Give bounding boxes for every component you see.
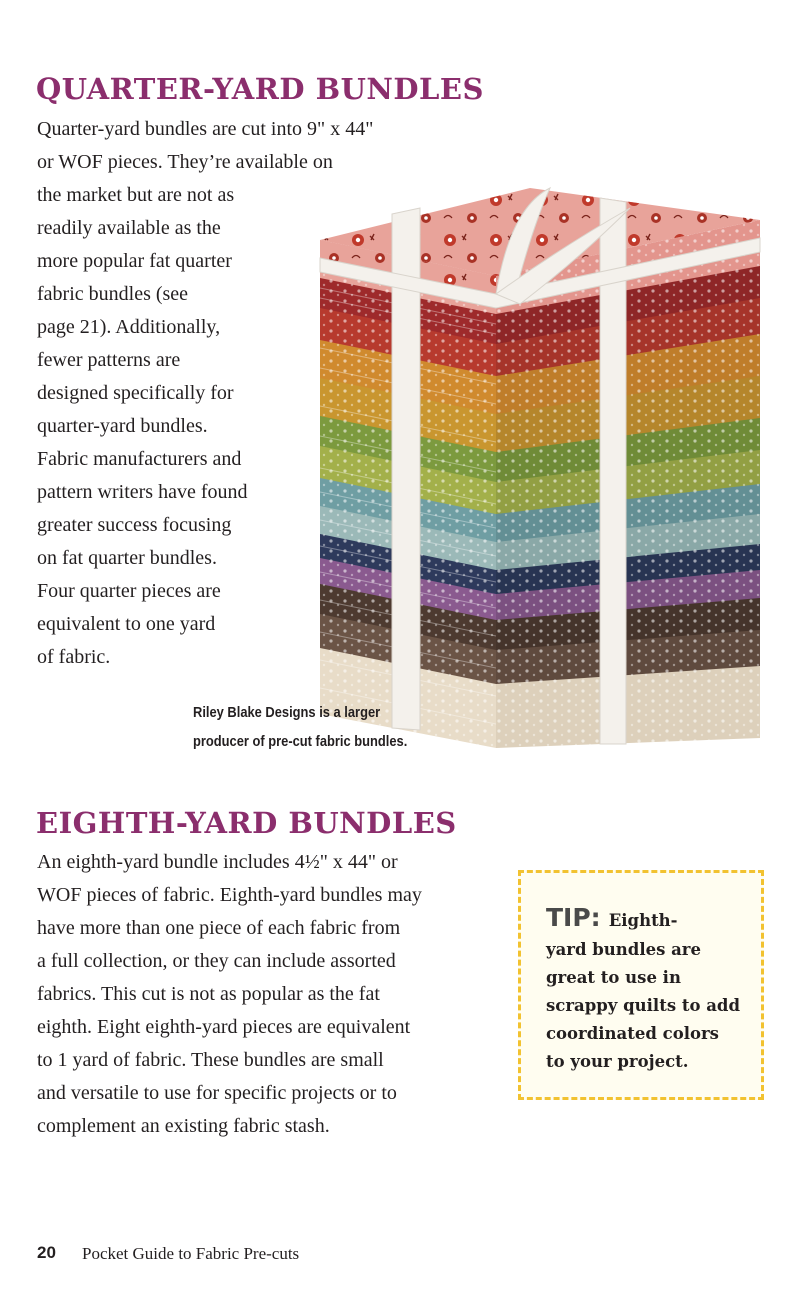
body-line: equivalent to one yard: [37, 613, 216, 635]
body-line: and versatile to use for specific projects or to: [37, 1082, 397, 1104]
tip-text: to your project.: [546, 1052, 689, 1071]
body-line: Quarter-yard bundles are cut into 9" x 44": [37, 118, 374, 140]
body-line: Fabric manufacturers and: [37, 448, 242, 470]
tip-first-line: [546, 903, 678, 932]
body-line: to 1 yard of fabric. These bundles are small: [37, 1049, 384, 1071]
body-line: or WOF pieces. They’re available on: [37, 151, 333, 173]
body-line: designed specifically for: [37, 382, 234, 404]
tip-text: scrappy quilts to add: [546, 996, 740, 1015]
body-line: eighth. Eight eighth-yard pieces are equivalent: [37, 1016, 411, 1038]
fabric-bundle-photo: [300, 148, 780, 760]
tip-label: TIP:: [546, 903, 601, 932]
body-line: on fat quarter bundles.: [37, 547, 217, 569]
body-line: the market but are not as: [37, 184, 235, 206]
running-footer-title: Pocket Guide to Fabric Pre-cuts: [82, 1244, 300, 1263]
body-line: quarter-yard bundles.: [37, 415, 208, 437]
body-line: readily available as the: [37, 217, 221, 239]
tip-text: coordinated colors: [546, 1024, 719, 1043]
body-line: WOF pieces of fabric. Eighth-yard bundles may: [37, 884, 422, 906]
photo-caption: Riley Blake Designs is a larger: [193, 704, 381, 721]
body-line: of fabric.: [37, 646, 111, 668]
body-line: more popular fat quarter: [37, 250, 232, 272]
body-line: page 21). Additionally,: [37, 316, 221, 338]
body-line: An eighth-yard bundle includes 4½" x 44" or: [37, 851, 398, 873]
tip-text: yard bundles are: [546, 940, 702, 959]
body-line: a full collection, or they can include assorted: [37, 950, 396, 972]
section-heading-quarter-yard: QUARTER-YARD BUNDLES: [36, 72, 484, 106]
body-line: fabric bundles (see: [37, 283, 189, 305]
body-line: pattern writers have found: [37, 481, 248, 503]
body-line: fewer patterns are: [37, 349, 181, 371]
body-line: fabrics. This cut is not as popular as the fat: [37, 983, 380, 1005]
photo-caption: producer of pre-cut fabric bundles.: [193, 733, 408, 750]
tip-text: Eighth-: [608, 911, 678, 930]
body-line: Four quarter pieces are: [37, 580, 221, 602]
body-line: complement an existing fabric stash.: [37, 1115, 330, 1137]
tip-text: great to use in: [546, 968, 681, 987]
body-line: greater success focusing: [37, 514, 232, 536]
page-number: 20: [37, 1243, 56, 1262]
section-heading-eighth-yard: EIGHTH-YARD BUNDLES: [36, 806, 457, 840]
body-line: have more than one piece of each fabric from: [37, 917, 401, 939]
